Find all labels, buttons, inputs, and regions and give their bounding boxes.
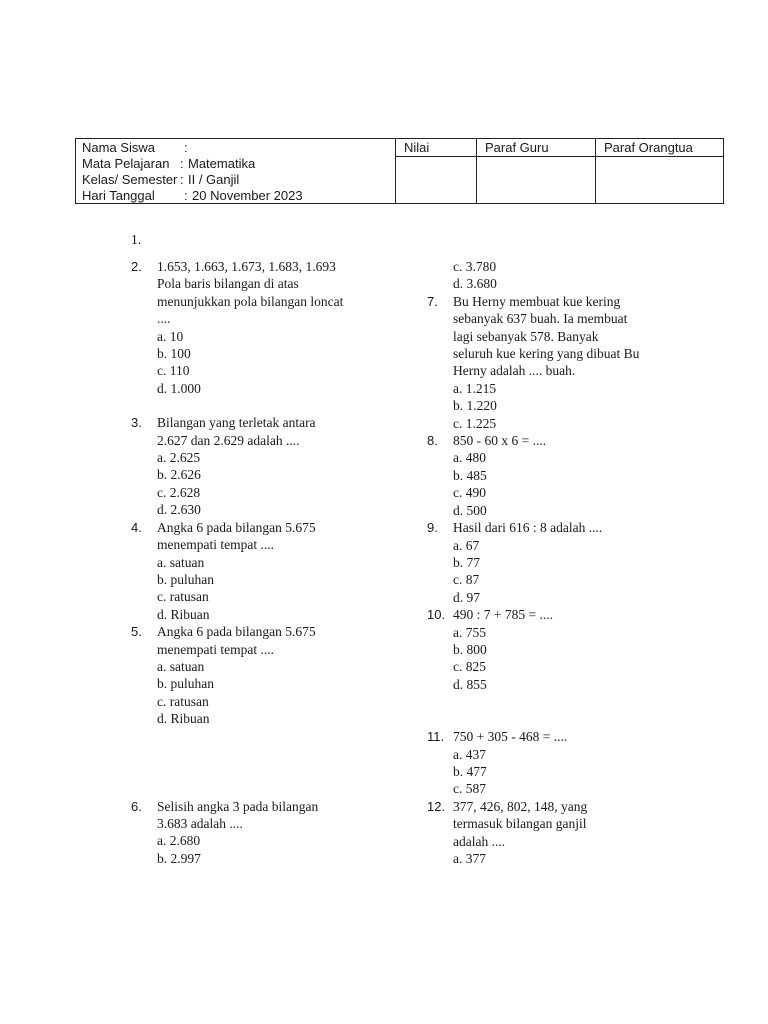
option: a. 755 bbox=[453, 624, 486, 640]
option: a. 437 bbox=[453, 746, 486, 762]
option: b. 485 bbox=[453, 467, 487, 483]
option: a. 2.625 bbox=[157, 450, 201, 466]
question-12: 12. 377, 426, 802, 148, yang termasuk bilangan ganjil adalah .... bbox=[427, 798, 588, 849]
option: b. puluhan bbox=[157, 676, 214, 692]
option: c. 3.780 bbox=[453, 259, 497, 274]
option: d. 3.680 bbox=[453, 276, 497, 292]
option: c. 1.225 bbox=[453, 415, 497, 431]
option: b. 800 bbox=[453, 641, 487, 657]
option: b. 2.997 bbox=[157, 850, 201, 866]
option: a. satuan bbox=[157, 554, 205, 570]
option: a. 10 bbox=[157, 328, 184, 344]
option: c. 490 bbox=[453, 485, 486, 501]
option: b. 2.626 bbox=[157, 467, 201, 483]
option: a. 67 bbox=[453, 537, 480, 553]
option: a. satuan bbox=[157, 658, 205, 674]
paraf-orangtua-header: Paraf Orangtua bbox=[596, 139, 723, 157]
right-column bbox=[427, 258, 687, 867]
option: c. 2.628 bbox=[157, 484, 201, 500]
option: c. ratusan bbox=[157, 693, 209, 709]
option: c. 110 bbox=[157, 363, 190, 379]
question-1-number: 1. bbox=[131, 232, 142, 247]
option: a. 377 bbox=[453, 851, 486, 866]
option: c. ratusan bbox=[157, 589, 209, 605]
option: a. 1.215 bbox=[453, 380, 497, 396]
option: c. 825 bbox=[453, 659, 486, 675]
info-kelas: Kelas/ Semester : II / Ganjil bbox=[82, 172, 240, 187]
option: d. Ribuan bbox=[157, 606, 210, 622]
info-tanggal: Hari Tanggal : 20 November 2023 bbox=[82, 188, 303, 203]
option: a. 480 bbox=[453, 450, 486, 466]
header-table bbox=[75, 138, 724, 204]
student-info-cell bbox=[76, 139, 396, 203]
option: a. 2.680 bbox=[157, 833, 201, 849]
question-6: 6. Selisih angka 3 pada bilangan 3.683 adalah .... bbox=[131, 798, 319, 831]
option: d. 1.000 bbox=[157, 380, 201, 396]
option: b. 1.220 bbox=[453, 398, 497, 414]
option: b. puluhan bbox=[157, 571, 214, 587]
nilai-header: Nilai bbox=[396, 139, 476, 157]
left-column bbox=[131, 258, 381, 867]
question-11: 11. 750 + 305 - 468 = .... bbox=[427, 729, 568, 745]
option: d. 855 bbox=[453, 676, 487, 692]
paraf-orangtua-cell bbox=[596, 139, 723, 203]
option: b. 77 bbox=[453, 554, 480, 570]
question-5: 5. Angka 6 pada bilangan 5.675 menempati tempat .... bbox=[131, 624, 316, 657]
info-nama: Nama Siswa : bbox=[82, 140, 188, 155]
option: c. 587 bbox=[453, 781, 486, 797]
nilai-cell bbox=[396, 139, 477, 203]
question-4: 4. Angka 6 pada bilangan 5.675 menempati tempat .... bbox=[131, 519, 316, 553]
question-9: 9. Hasil dari 616 : 8 adalah .... bbox=[427, 520, 603, 536]
question-8: 8. 850 - 60 x 6 = .... bbox=[427, 433, 547, 449]
question-10: 10. 490 : 7 + 785 = .... bbox=[427, 607, 553, 623]
question-2: 2. 1.653, 1.663, 1.673, 1.683, 1.693 Pola baris bilangan di atas menunjukkan pola bilangan loncat .... bbox=[131, 259, 344, 327]
paraf-guru-cell bbox=[477, 139, 596, 203]
option: d. 2.630 bbox=[157, 502, 201, 518]
paraf-guru-header: Paraf Guru bbox=[477, 139, 595, 157]
option: d. 500 bbox=[453, 502, 487, 518]
option: c. 87 bbox=[453, 572, 480, 588]
option: d. Ribuan bbox=[157, 711, 210, 727]
info-mapel: Mata Pelajaran : Matematika bbox=[82, 156, 256, 171]
question-7: 7. Bu Herny membuat kue kering sebanyak 637 buah. Ia membuat lagi sebanyak 578. Banyak seluruh kue kering yang dibuat Bu Herny adalah .... buah. bbox=[427, 293, 640, 379]
question-3: 3. Bilangan yang terletak antara 2.627 dan 2.629 adalah .... bbox=[131, 415, 316, 448]
option: b. 477 bbox=[453, 763, 487, 779]
option: b. 100 bbox=[157, 346, 191, 362]
option: d. 97 bbox=[453, 589, 480, 605]
